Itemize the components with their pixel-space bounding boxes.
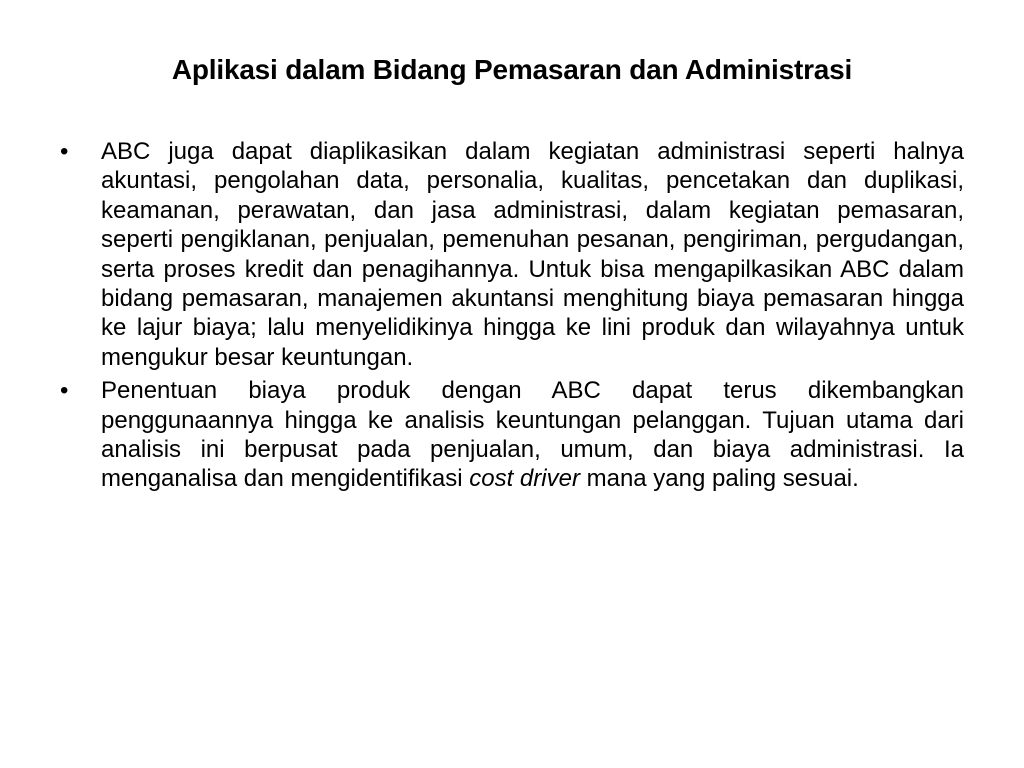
bullet-text-2-part-1: Penentuan biaya produk dengan ABC dapat terus dikembangkan penggunaannya hingga ke analisis keuntungan pelanggan. Tujuan utama dari analisis ini berpusat pada penjualan, umum, dan biaya administrasi. Ia menganalisa dan mengidentifikasi bbox=[101, 377, 964, 493]
bullet-icon: • bbox=[60, 138, 69, 165]
bullet-item-2 bbox=[60, 376, 964, 494]
cost-driver-term: cost driver bbox=[469, 465, 580, 493]
slide-title: Aplikasi dalam Bidang Pemasaran dan Administrasi bbox=[171, 54, 853, 85]
bullet-text-2 bbox=[101, 376, 964, 494]
bullet-text-1: ABC juga dapat diaplikasikan dalam kegiatan administrasi seperti halnya akuntasi, pengolahan data, personalia, kualitas, pencetakan dan duplikasi, keamanan, perawatan, dan jasa administrasi, dalam kegiatan pemasaran, seperti pengiklanan, penjualan, pemenuhan pesanan, pengiriman, pergudangan, serta proses kredit dan penagihannya. Untuk bisa mengapilkasikan ABC dalam bidang pemasaran, manajemen akuntansi menghitung biaya pemasaran hingga ke lajur biaya; lalu menyelidikinya hingga ke lini produk dan wilayahnya untuk mengukur besar keuntungan. bbox=[101, 138, 964, 371]
bullet-list bbox=[60, 137, 964, 498]
bullet-icon: • bbox=[60, 377, 69, 405]
bullet-item-1 bbox=[60, 137, 964, 372]
bullet-text-2-part-2: mana yang paling sesuai. bbox=[579, 465, 859, 493]
